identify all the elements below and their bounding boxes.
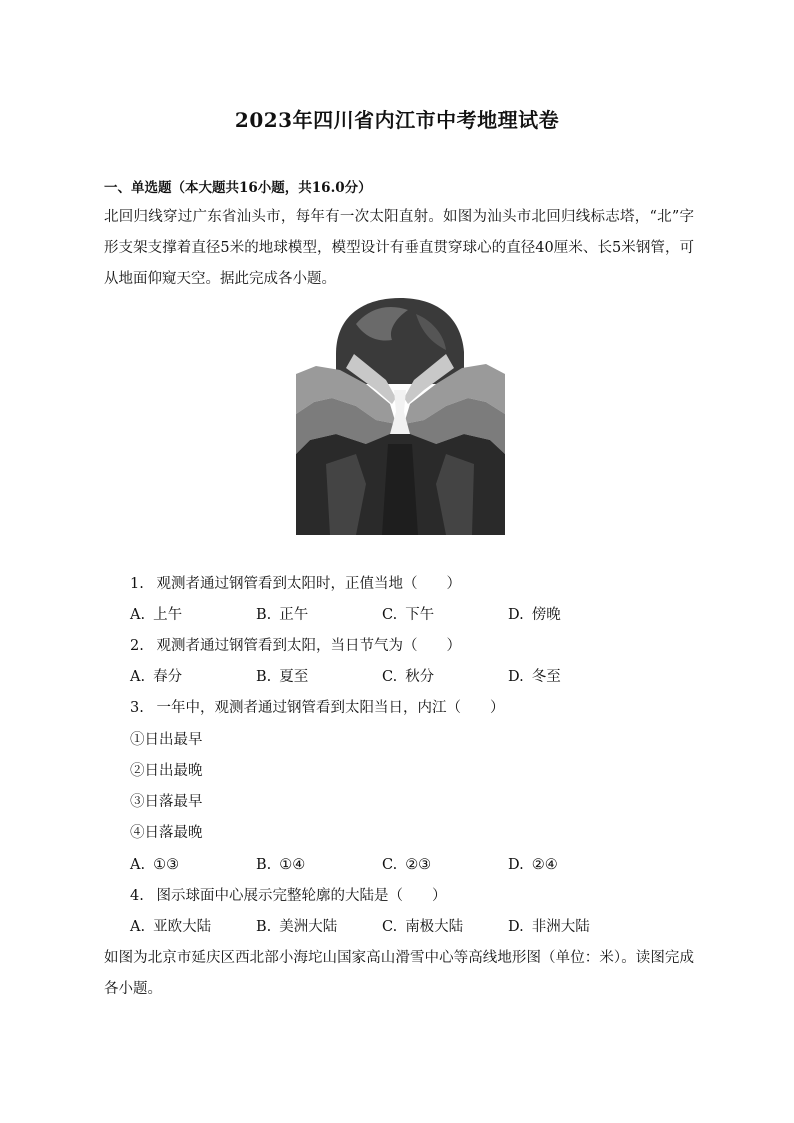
option-letter: B. <box>256 857 272 873</box>
option-letter: D. <box>508 919 524 935</box>
statement-2: ②日出最晚 <box>130 763 203 779</box>
option-letter: A. <box>130 607 146 623</box>
option-4a[interactable] <box>130 917 211 937</box>
option-1b[interactable] <box>256 605 308 625</box>
statement-1: ①日出最早 <box>130 732 203 748</box>
question-number: 4. <box>130 888 144 904</box>
question-number: 3. <box>130 700 144 716</box>
option-text: 上午 <box>153 607 183 623</box>
option-text: 傍晚 <box>531 607 561 623</box>
option-1c[interactable] <box>382 605 434 625</box>
question-2 <box>130 636 461 656</box>
question-1 <box>130 574 461 594</box>
option-1d[interactable] <box>508 605 561 625</box>
option-1a[interactable] <box>130 605 182 625</box>
option-3d[interactable] <box>508 855 558 875</box>
intro-paragraph-2: 如图为北京市延庆区西北部小海坨山国家高山滑雪中心等高线地形图（单位：米）。读图完成各小题。 <box>104 950 694 997</box>
option-text: 正午 <box>279 607 309 623</box>
option-letter: B. <box>256 919 272 935</box>
option-text: 非洲大陆 <box>531 919 590 935</box>
option-letter: A. <box>130 857 146 873</box>
option-letter: A. <box>130 919 146 935</box>
option-letter: C. <box>382 857 398 873</box>
question-text: 观测者通过钢管看到太阳时，正值当地（ ） <box>156 576 461 592</box>
option-text: 下午 <box>405 607 435 623</box>
question-text: 观测者通过钢管看到太阳，当日节气为（ ） <box>156 638 461 654</box>
option-text: ②③ <box>405 857 432 873</box>
statement-4: ④日落最晚 <box>130 825 203 841</box>
option-text: 南极大陆 <box>405 919 464 935</box>
option-text: ①③ <box>153 857 180 873</box>
question-number: 2. <box>130 638 144 654</box>
option-letter: C. <box>382 669 398 685</box>
option-letter: A. <box>130 669 146 685</box>
option-text: ②④ <box>531 857 558 873</box>
question-3 <box>130 698 504 718</box>
option-2b[interactable] <box>256 667 308 687</box>
intro-paragraph-1: 北回归线穿过广东省汕头市，每年有一次太阳直射。如图为汕头市北回归线标志塔，“北”字形支架支撑着直径5米的地球模型，模型设计有垂直贯穿球心的直径40厘米、长5米钢管，可从地面仰窥天空。据此完成各小题。 <box>104 209 694 287</box>
option-letter: B. <box>256 607 272 623</box>
option-text: 春分 <box>153 669 183 685</box>
option-3c[interactable] <box>382 855 431 875</box>
statement-3: ③日落最早 <box>130 794 203 810</box>
option-4b[interactable] <box>256 917 337 937</box>
option-text: ①④ <box>279 857 306 873</box>
option-text: 美洲大陆 <box>279 919 338 935</box>
option-letter: D. <box>508 607 524 623</box>
option-4c[interactable] <box>382 917 463 937</box>
option-text: 冬至 <box>531 669 561 685</box>
question-4 <box>130 886 446 906</box>
option-2d[interactable] <box>508 667 561 687</box>
section-heading: 一、单选题（本大题共16小题，共16.0分） <box>104 180 372 196</box>
option-text: 秋分 <box>405 669 435 685</box>
option-letter: D. <box>508 669 524 685</box>
landmark-tower-photo <box>296 294 505 535</box>
option-letter: C. <box>382 919 398 935</box>
option-2c[interactable] <box>382 667 434 687</box>
question-text: 图示球面中心展示完整轮廓的大陆是（ ） <box>156 888 447 904</box>
question-number: 1. <box>130 576 144 592</box>
option-letter: C. <box>382 607 398 623</box>
option-4d[interactable] <box>508 917 590 937</box>
page-title: 2023年四川省内江市中考地理试卷 <box>234 108 560 132</box>
option-3a[interactable] <box>130 855 179 875</box>
option-text: 夏至 <box>279 669 309 685</box>
option-text: 亚欧大陆 <box>153 919 212 935</box>
option-letter: D. <box>508 857 524 873</box>
option-3b[interactable] <box>256 855 305 875</box>
option-2a[interactable] <box>130 667 182 687</box>
option-letter: B. <box>256 669 272 685</box>
question-text: 一年中，观测者通过钢管看到太阳当日，内江（ ） <box>156 700 505 716</box>
